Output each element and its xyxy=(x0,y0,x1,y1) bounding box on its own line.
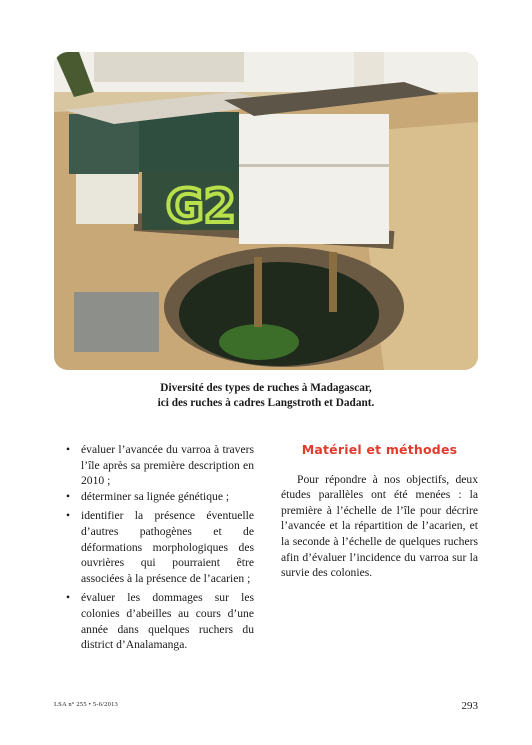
objectives-list xyxy=(62,442,254,653)
photo-cinder-block xyxy=(74,292,159,352)
list-item xyxy=(62,590,254,652)
photo-water-reflection xyxy=(219,324,299,360)
section-title: Matériel et méthodes xyxy=(301,442,458,457)
figure-caption-line: Diversité des types de ruches à Madagascar, xyxy=(160,382,372,394)
photo-hive-dark-left xyxy=(69,114,139,174)
photo-hive-seam xyxy=(239,164,389,167)
photo-hive-marking: G2 xyxy=(166,179,236,233)
list-item xyxy=(62,442,254,489)
list-item-text: évaluer l’avancée du varroa à travers l’île après sa première description en 2010 ; xyxy=(81,443,254,488)
bullet-icon: • xyxy=(66,489,71,503)
bullet-icon: • xyxy=(66,591,71,605)
objectives-list-column xyxy=(62,442,254,657)
figure-caption-line: ici des ruches à cadres Langstroth et Dadant. xyxy=(157,397,375,409)
page-number: 293 xyxy=(461,700,478,712)
photo-hive-white-left xyxy=(76,174,138,224)
methods-paragraph: Pour répondre à nos objectifs, deux études parallèles ont été menées : la première à l’échelle de l’île pour décrire l’avancée et la répartition de l’acarien, et la seconde à l’échelle de quelques ruchers afin d’évaluer l’incidence du varroa sur la survie des colonies. xyxy=(281,472,478,580)
photo-stand-leg xyxy=(329,252,337,312)
list-item xyxy=(62,489,254,505)
list-item xyxy=(62,508,254,586)
photo-building xyxy=(94,52,244,82)
list-item-text: évaluer les dommages sur les colonies d’abeilles au cours d’une année dans quelques ruchers du district d’Analamanga. xyxy=(81,591,254,652)
list-item-text: déterminer sa lignée génétique ; xyxy=(81,489,230,503)
photo-stand-leg xyxy=(254,257,262,327)
photo-hive-white-right xyxy=(239,114,389,244)
methods-column xyxy=(281,442,478,581)
beehive-photo-illustration xyxy=(54,52,478,370)
list-item-text: identifier la présence éventuelle d’autres pathogènes et de déformations morphologiques des ouvrières qui pourraient être associées à la présence de l’acarien ; xyxy=(81,509,254,585)
figure-caption xyxy=(60,381,472,411)
figure-photo xyxy=(54,52,478,370)
journal-footer: LSA n° 255 • 5-6/2013 xyxy=(54,701,118,708)
bullet-icon: • xyxy=(66,443,71,456)
photo-hive-green xyxy=(139,112,239,172)
bullet-icon: • xyxy=(66,509,71,523)
